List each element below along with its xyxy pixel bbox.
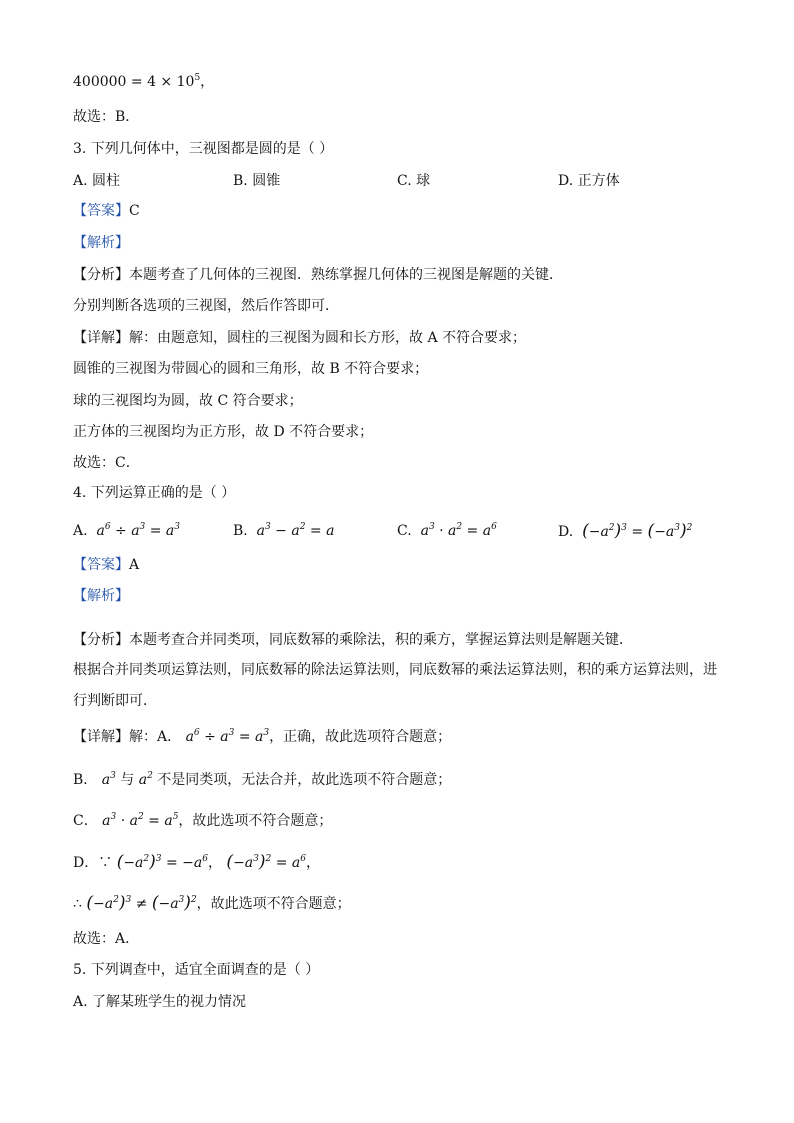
answer-tag: 【答案】	[73, 203, 129, 219]
fenxi-text: 本题考查合并同类项，同底数幂的乘除法，积的乘方，掌握运算法则是解题关键．	[129, 632, 633, 648]
q4-option-a: A. $a^6 \div a^3 = a^3$	[73, 522, 180, 539]
fenxi-4	[73, 630, 633, 650]
q3-option-b: B. 圆锥	[233, 173, 281, 189]
q3-option-d: D. 正方体	[558, 173, 620, 189]
answer-value: C	[129, 203, 140, 219]
xiangjie-tag: 【详解】	[73, 729, 129, 745]
line-select-b: 故选：B．	[73, 109, 140, 125]
analysis-tag: 【解析】	[73, 235, 129, 251]
q3-option-a: A. 圆柱	[73, 173, 121, 189]
line-b: B． $a^3$ 与 $a^2$ 不是同类项，无法合并，故此选项不符合题意；	[73, 771, 452, 788]
answer-tag: 【答案】	[73, 557, 129, 573]
line-d1: D．∵ $(-a^2)^3 = -a^6$， $(-a^3)^2 = a^6$，	[73, 852, 320, 872]
line-c: C． $a^3 \cdot a^2 = a^5$，故此选项不符合题意；	[73, 812, 333, 829]
q4-option-d: D. $(-a^2)^3 = (-a^3)^2$	[558, 521, 693, 541]
line-cone: 圆锥的三视图为带圆心的圆和三角形，故 B 不符合要求；	[73, 361, 429, 377]
line-rule-1: 根据合并同类项运算法则，同底数幂的除法运算法则，同底数幂的乘法运算法则，积的乘方运算法则，进	[73, 662, 717, 678]
q4-option-b: B. $a^3 - a^2 = a$	[233, 522, 335, 539]
answer-4	[73, 555, 139, 575]
analysis-3-tag	[73, 233, 129, 253]
analysis-tag: 【解析】	[73, 588, 129, 604]
line-rule-2: 行判断即可．	[73, 693, 157, 709]
question-5: 5. 下列调查中，适宜全面调查的是（ ）	[73, 962, 320, 978]
fenxi-tag: 【分析】	[73, 632, 129, 648]
question-4: 4. 下列运算正确的是（ ）	[73, 485, 236, 501]
fenxi-text: 本题考查了几何体的三视图．熟练掌握几何体的三视图是解题的关键．	[129, 267, 563, 283]
line-d2: ∴ $(-a^2)^3 \ne (-a^3)^2$，故此选项不符合题意；	[73, 893, 351, 913]
analysis-4-tag	[73, 586, 129, 606]
xiangjie-tag: 【详解】	[73, 330, 129, 346]
xiangjie-3	[73, 328, 526, 348]
line-select-c: 故选：C．	[73, 455, 140, 471]
q5-option-a: A. 了解某班学生的视力情况	[73, 994, 247, 1010]
answer-3	[73, 201, 140, 221]
line-ball: 球的三视图均为圆，故 C 符合要求；	[73, 393, 303, 409]
line-cube: 正方体的三视图均为正方形，故 D 不符合要求；	[73, 424, 374, 440]
fenxi-3	[73, 265, 563, 285]
line-400000: $400000 = 4 \times 10^5$，	[73, 73, 215, 90]
fenxi-tag: 【分析】	[73, 267, 129, 283]
line-split: 分别判断各选项的三视图，然后作答即可．	[73, 298, 339, 314]
q3-option-c: C. 球	[397, 173, 431, 189]
xiangjie-4: 【详解】解：A． $a^6 \div a^3 = a^3$，正确，故此选项符合题意；	[73, 728, 452, 745]
line-select-a: 故选：A．	[73, 931, 140, 947]
answer-value: A	[129, 557, 140, 573]
xiangjie-text: 解：由题意知，圆柱的三视图为圆和长方形，故 A 不符合要求；	[129, 330, 527, 346]
q4-option-c: C. $a^3 \cdot a^2 = a^6$	[397, 522, 497, 539]
question-3: 3. 下列几何体中，三视图都是圆的是（ ）	[73, 141, 334, 157]
